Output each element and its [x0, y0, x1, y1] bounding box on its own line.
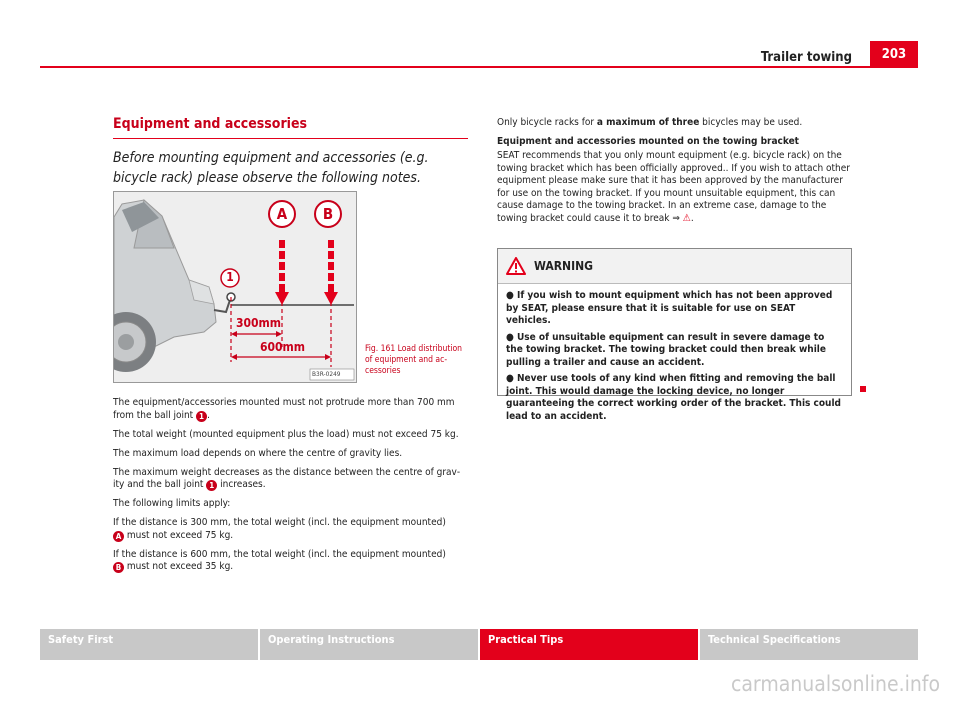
warning-title: WARNING — [534, 259, 593, 273]
right-column — [497, 117, 852, 231]
paragraph: The following limits apply: — [113, 498, 231, 509]
figure-label-b: B — [322, 205, 334, 223]
reference-marker: B — [113, 562, 124, 573]
figure-dimension-300: 300mm — [236, 316, 282, 330]
page-number: 203 — [870, 41, 918, 67]
figure-label-a: A — [276, 205, 288, 223]
footer-tabs — [40, 629, 918, 660]
left-column — [113, 116, 468, 572]
body-text — [113, 397, 468, 580]
figure-code: B3R-0249 — [312, 370, 341, 378]
warning-body — [498, 284, 851, 423]
watermark: carmanualsonline.info — [730, 672, 940, 696]
warning-triangle-icon: ⚠ — [682, 212, 691, 224]
reference-marker: 1 — [196, 411, 207, 422]
paragraph: If the distance is 300 mm, the total weight (incl. the equipment mounted) A must not exceed 75 kg. — [113, 517, 446, 541]
section-intro: Before mounting equipment and accessories (e.g. bicycle rack) please observe the following notes. — [113, 150, 429, 186]
warning-item: ● Use of unsuitable equipment can result in severe damage to the towing bracket. The towing bracket could then break while pulling a trailer and cause an accident. — [506, 331, 826, 368]
figure-dimension-600: 600mm — [260, 340, 306, 354]
reference-marker: 1 — [206, 480, 217, 491]
tab-operating-instructions[interactable]: Operating Instructions — [260, 629, 478, 660]
subheading: Equipment and accessories mounted on the towing bracket — [497, 135, 799, 147]
figure-illustration — [114, 192, 356, 382]
tab-technical-specifications[interactable]: Technical Specifications — [700, 629, 918, 660]
tab-safety-first[interactable]: Safety First — [40, 629, 258, 660]
warning-item: ● If you wish to mount equipment which has not been approved by SEAT, please ensure that it is suitable for use on SEAT vehicles. — [506, 290, 833, 326]
warning-box — [497, 248, 852, 422]
header-title: Trailer towing — [760, 50, 852, 65]
warning-item: ● Never use tools of any kind when fitting and removing the ball joint. This would damage the locking device, no longer guaranteeing the correct working order of the bracket. This could lead to an accident. — [506, 373, 841, 422]
section-end-marker — [860, 386, 866, 392]
tab-practical-tips[interactable]: Practical Tips — [480, 629, 698, 660]
paragraph: The maximum weight decreases as the distance between the centre of gravity and the ball joint 1 increases. — [113, 466, 461, 490]
figure-label-ball-joint: 1 — [226, 270, 234, 284]
paragraph: If the distance is 600 mm, the total weight (incl. the equipment mounted) B must not exceed 35 kg. — [113, 548, 446, 572]
paragraph: SEAT recommends that you only mount equipment (e.g. bicycle rack) on the towing bracket which has been officially approved.. If you wish to attach other equipment please make sure that it has been approved by the manufacturer for use on the towing bracket. If you mount unsuitable equipment, this can cause damage to the towing bracket. In an extreme case, damage to the towing bracket could cause it to break ⇒ ⚠. — [497, 150, 850, 224]
figure-caption: Fig. 161 Load distribution of equipment and accessories — [365, 344, 462, 376]
reference-marker: A — [113, 531, 124, 542]
header-divider — [40, 66, 918, 68]
warning-header — [498, 249, 851, 284]
figure-161 — [113, 191, 357, 383]
paragraph: Only bicycle racks for a maximum of three bicycles may be used. — [497, 117, 803, 128]
paragraph: The maximum load depends on where the centre of gravity lies. — [113, 447, 403, 459]
section-title: Equipment and accessories — [113, 116, 468, 139]
paragraph: The total weight (mounted equipment plus the load) must not exceed 75 kg. — [113, 428, 459, 440]
paragraph: The equipment/accessories mounted must not protrude more than 700 mm from the ball joint 1 . — [113, 397, 455, 421]
warning-triangle-icon — [506, 257, 526, 275]
